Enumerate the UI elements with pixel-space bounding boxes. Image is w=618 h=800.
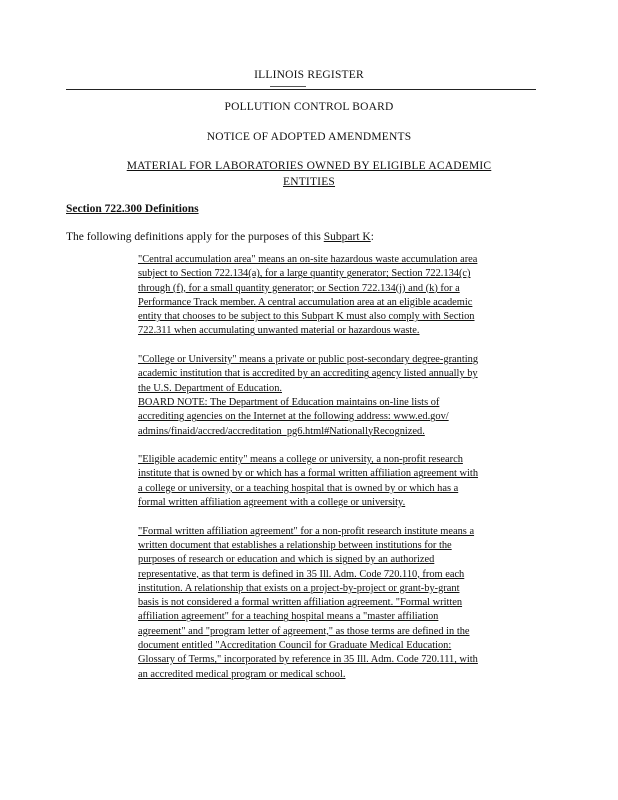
intro-paragraph bbox=[66, 231, 374, 243]
intro-suffix: : bbox=[370, 231, 374, 243]
definition-line: through (f), for a small quantity generator; or Section 722.134(j) and (k) for a bbox=[138, 282, 460, 294]
definitions-list bbox=[138, 253, 536, 696]
definition-paragraph bbox=[138, 453, 536, 510]
header-rule bbox=[66, 89, 536, 90]
definition-line: representative, as that term is defined in 35 Ill. Adm. Code 720.110, from each bbox=[138, 568, 465, 580]
definition-line: a college or university, or a teaching hospital that is owned by or which has a bbox=[138, 482, 459, 494]
definition-line: Performance Track member. A central accumulation area at an eligible academic bbox=[138, 296, 473, 308]
definition-line: "Central accumulation area" means an on-site hazardous waste accumulation area bbox=[138, 254, 478, 265]
notice-title: NOTICE OF ADOPTED AMENDMENTS bbox=[206, 131, 412, 143]
intro-subpart-link: Subpart K bbox=[323, 231, 371, 243]
definition-line: entity that chooses to be subject to this Subpart K must also comply with Section bbox=[138, 311, 475, 323]
definition-line: admins/finaid/accred/accreditation_pg6.html#NationallyRecognized. bbox=[138, 425, 425, 437]
register-title: ILLINOIS REGISTER bbox=[254, 69, 364, 81]
subpart-title-line-1: MATERIAL FOR LABORATORIES OWNED BY ELIGIBLE ACADEMIC bbox=[126, 160, 492, 172]
definition-paragraph bbox=[138, 353, 536, 439]
definition-line: an accredited medical program or medical school. bbox=[138, 668, 346, 680]
definition-line: Glossary of Terms," incorporated by reference in 35 Ill. Adm. Code 720.111, with bbox=[138, 654, 478, 666]
definition-line: "College or University" means a private or public post-secondary degree-granting bbox=[138, 354, 479, 366]
subpart-title bbox=[0, 158, 618, 190]
board-name: POLLUTION CONTROL BOARD bbox=[224, 101, 394, 113]
intro-prefix: The following definitions apply for the purposes of this bbox=[66, 231, 324, 243]
definition-line: document entitled "Accreditation Council for Graduate Medical Education: bbox=[138, 640, 452, 652]
definition-line: written document that establishes a relationship between institutions for the bbox=[138, 539, 452, 551]
definition-line: "Eligible academic entity" means a college or university, a non-profit research bbox=[138, 454, 463, 466]
definition-line: the U.S. Department of Education. bbox=[138, 382, 282, 394]
definition-paragraph bbox=[138, 253, 536, 339]
definition-line: institution. A relationship that exists on a project-by-project or grant-by-grant bbox=[138, 582, 460, 594]
definition-line: institute that is owned by or which has a formal written affiliation agreement with bbox=[138, 468, 479, 480]
definition-line: "Formal written affiliation agreement" for a non-profit research institute means a bbox=[138, 525, 475, 537]
subpart-title-line-2: ENTITIES bbox=[282, 176, 336, 188]
definition-line: affiliation agreement" for a teaching hospital means a "master affiliation bbox=[138, 611, 439, 623]
definition-line: subject to Section 722.134(a), for a large quantity generator; Section 722.134(c) bbox=[138, 268, 471, 280]
header-rule-mark bbox=[270, 86, 306, 87]
definition-line: 722.311 when accumulating unwanted material or hazardous waste. bbox=[138, 325, 420, 337]
definition-line: purposes of research or education and which is signed by an authorized bbox=[138, 554, 435, 566]
definition-line: BOARD NOTE: The Department of Education maintains on-line lists of bbox=[138, 396, 440, 408]
definition-line: academic institution that is accredited by an accrediting agency listed annually by bbox=[138, 368, 478, 380]
definition-line: agreement" and "program letter of agreement," as those terms are defined in the bbox=[138, 625, 470, 637]
definition-line: formal written affiliation agreement with a college or university. bbox=[138, 497, 406, 509]
section-heading: Section 722.300 Definitions bbox=[66, 203, 199, 215]
definition-line: accrediting agencies on the Internet at the following address: www.ed.gov/ bbox=[138, 411, 449, 423]
definition-line: basis is not considered a formal written affiliation agreement. "Formal written bbox=[138, 597, 463, 609]
definition-paragraph bbox=[138, 525, 536, 682]
